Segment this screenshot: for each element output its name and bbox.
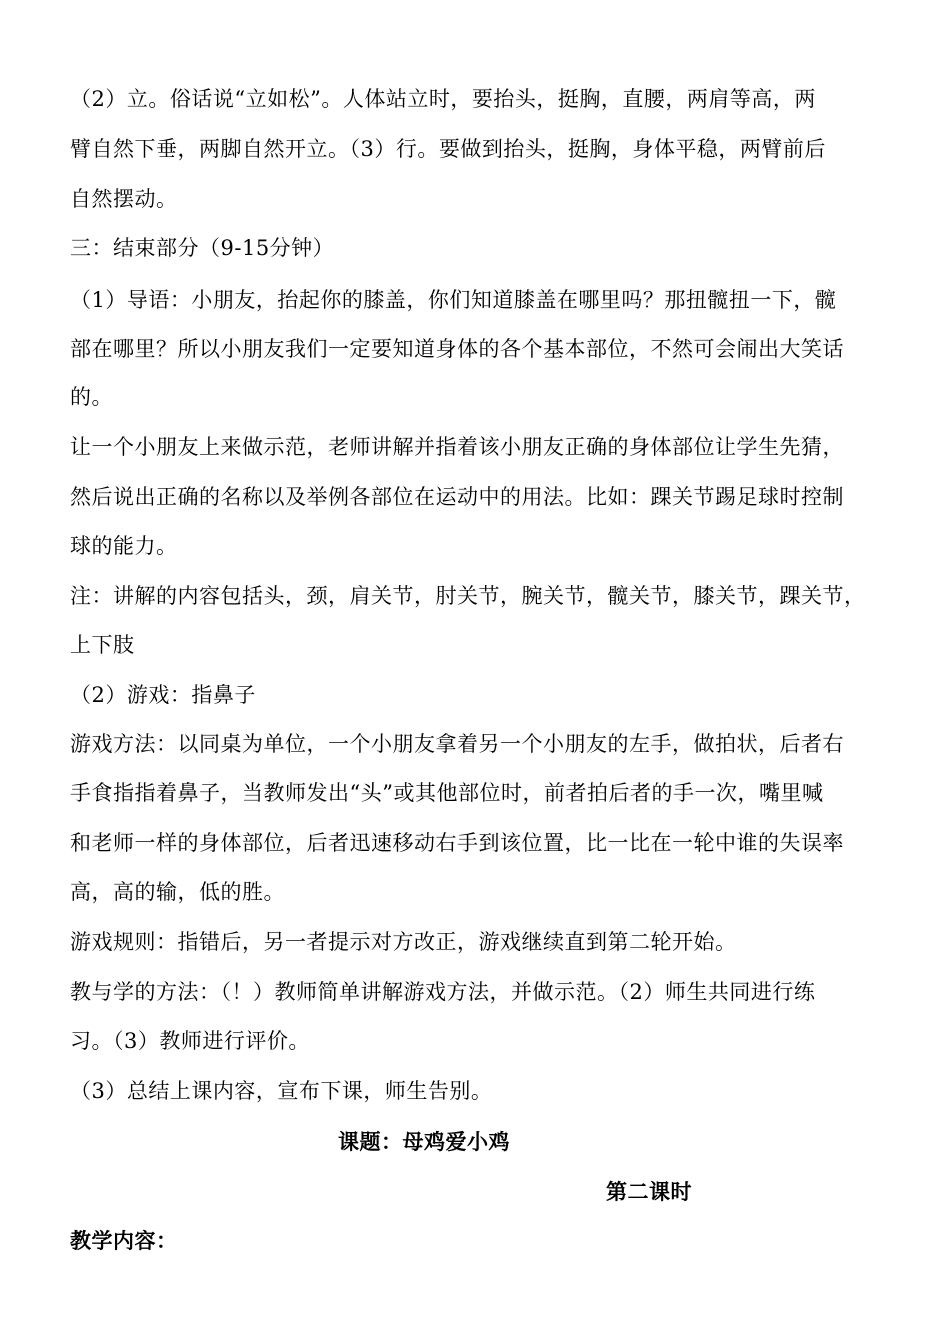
paragraph-line: （2）游戏：指鼻子: [70, 683, 256, 707]
content-heading: 教学内容：: [70, 1229, 178, 1253]
paragraph-line: 让一个小朋友上来做示范，老师讲解并指着该小朋友正确的身体部位让学生先猜，: [70, 435, 844, 459]
paragraph-line: 注：讲解的内容包括头，颈，肩关节，肘关节，腕关节，髋关节，膝关节，踝关节，: [70, 584, 866, 608]
lesson-title: 课题：母鸡爱小鸡: [338, 1130, 510, 1154]
paragraph-line: 高，高的输，低的胜。: [70, 880, 285, 904]
paragraph-line: 和老师一样的身体部位，后者迅速移动右手到该位置，比一比在一轮中谁的失误率: [70, 831, 844, 855]
paragraph-line: 习。（3）教师进行评价。: [70, 1029, 310, 1053]
paragraph-line: 然后说出正确的名称以及举例各部位在运动中的用法。比如：踝关节踢足球时控制: [70, 485, 844, 509]
paragraph-line: 游戏规则：指错后，另一者提示对方改正，游戏继续直到第二轮开始。: [70, 930, 737, 954]
lesson-period: 第二课时: [606, 1180, 692, 1204]
paragraph-line: 教与学的方法：（！）教师简单讲解游戏方法，并做示范。（2）师生共同进行练: [70, 980, 816, 1004]
paragraph-line: 臂自然下垂，两脚自然开立。（3）行。要做到抬头，挺胸，身体平稳，两臂前后: [70, 137, 826, 161]
paragraph-line: 游戏方法：以同桌为单位，一个小朋友拿着另一个小朋友的左手，做拍状，后者右: [70, 732, 844, 756]
paragraph-line: 的。: [70, 385, 113, 409]
paragraph-line: 上下肢: [70, 633, 135, 657]
paragraph-line: 部在哪里？所以小朋友我们一定要知道身体的各个基本部位，不然可会闹出大笑话: [70, 337, 844, 361]
paragraph-line: （2）立。俗话说“立如松”。人体站立时，要抬头，挺胸，直腰，两肩等高，两: [70, 87, 816, 111]
paragraph-line: 手食指指着鼻子，当教师发出“头”或其他部位时，前者拍后者的手一次，嘴里喊: [70, 781, 824, 805]
paragraph-line: （1）导语：小朋友，抬起你的膝盖，你们知道膝盖在哪里吗？那扭髋扭一下，髋: [70, 288, 837, 312]
paragraph-line: 球的能力。: [70, 534, 178, 558]
section-heading: 三：结束部分（9-15分钟）: [70, 236, 335, 260]
paragraph-line: 自然摆动。: [70, 187, 178, 211]
paragraph-line: （3）总结上课内容，宣布下课，师生告别。: [70, 1079, 493, 1103]
